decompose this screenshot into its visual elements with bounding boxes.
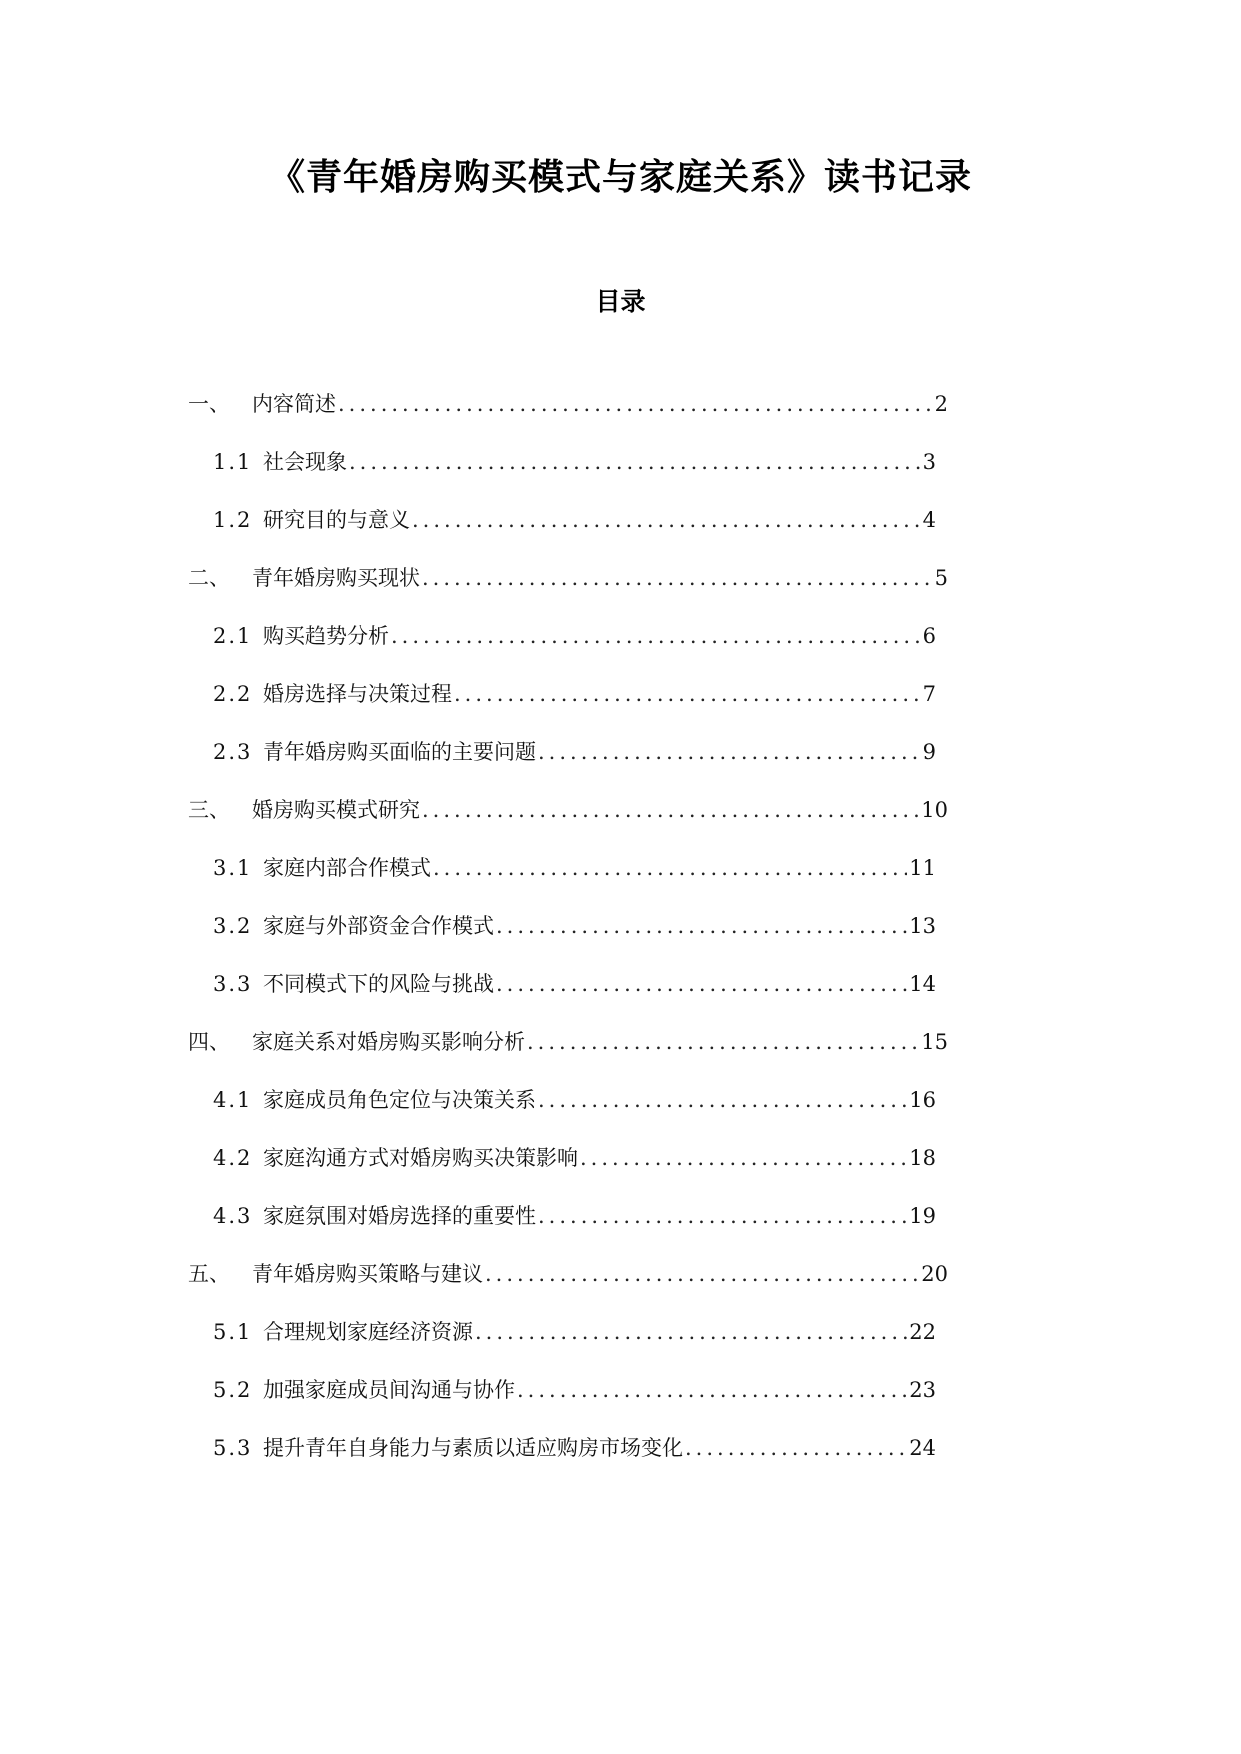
- toc-entry-text: 青年婚房购买面临的主要问题: [263, 740, 536, 764]
- toc-entry[interactable]: [213, 732, 936, 772]
- toc-entry-text: 内容简述: [252, 392, 336, 416]
- toc-dot-leader: [473, 1312, 907, 1352]
- toc-entry-page: 19: [909, 1204, 936, 1228]
- toc-entry-text: 青年婚房购买策略与建议: [252, 1262, 483, 1286]
- toc-entry-number: 1.1: [213, 450, 253, 474]
- toc-entry-page: 20: [921, 1262, 948, 1286]
- toc-dot-leader: [389, 616, 921, 656]
- toc-dot-leader: [483, 1254, 919, 1294]
- toc-entry-page: 3: [922, 450, 936, 474]
- toc-dot-leader: [578, 1138, 907, 1178]
- toc-entry-page: 23: [909, 1378, 936, 1402]
- toc-entry-page: 10: [921, 798, 948, 822]
- toc-dot-leader: [420, 790, 919, 830]
- toc-entry[interactable]: [213, 1138, 936, 1178]
- toc-entry-text: 加强家庭成员间沟通与协作: [263, 1378, 515, 1402]
- toc-entry-number: 二、: [188, 566, 230, 590]
- toc-entry[interactable]: [213, 1428, 936, 1468]
- toc-entry[interactable]: [213, 1080, 936, 1120]
- toc-entry-page: 22: [909, 1320, 936, 1344]
- toc-entry-number: 3.3: [213, 972, 253, 996]
- toc-dot-leader: [536, 732, 921, 772]
- toc-entry[interactable]: [188, 790, 948, 830]
- toc-entry-page: 5: [934, 566, 948, 590]
- toc-entry-page: 15: [921, 1030, 948, 1054]
- toc-dot-leader: [536, 1196, 907, 1236]
- toc-dot-leader: [536, 1080, 907, 1120]
- toc-entry-number: 一、: [188, 392, 230, 416]
- toc-dot-leader: [452, 674, 921, 714]
- toc-entry-number: 1.2: [213, 508, 253, 532]
- toc-entry-number: 5.3: [213, 1436, 253, 1460]
- toc-entry-number: 4.2: [213, 1146, 253, 1170]
- toc-entry-text: 研究目的与意义: [263, 508, 410, 532]
- toc-dot-leader: [494, 964, 907, 1004]
- toc-entry-number: 2.3: [213, 740, 253, 764]
- toc-entry-page: 18: [909, 1146, 936, 1170]
- toc-entry[interactable]: [188, 384, 948, 424]
- toc-entry-number: 4.3: [213, 1204, 253, 1228]
- toc-entry[interactable]: [213, 616, 936, 656]
- toc-entry-text: 家庭成员角色定位与决策关系: [263, 1088, 536, 1112]
- toc-dot-leader: [410, 500, 921, 540]
- toc-entry[interactable]: [213, 1196, 936, 1236]
- toc-entry-page: 11: [909, 856, 936, 880]
- toc-entry-text: 社会现象: [263, 450, 347, 474]
- toc-heading: 目录: [595, 287, 646, 316]
- toc-entry-text: 家庭关系对婚房购买影响分析: [252, 1030, 525, 1054]
- toc-entry-number: 5.1: [213, 1320, 253, 1344]
- toc-entry[interactable]: [213, 906, 936, 946]
- toc-dot-leader: [420, 558, 933, 598]
- toc-entry-text: 家庭内部合作模式: [263, 856, 431, 880]
- toc-entry-text: 提升青年自身能力与素质以适应购房市场变化: [263, 1436, 683, 1460]
- toc-entry-number: 4.1: [213, 1088, 253, 1112]
- toc-entry[interactable]: [213, 1312, 936, 1352]
- toc-entry-number: 四、: [188, 1030, 230, 1054]
- toc-entry-number: 2.2: [213, 682, 253, 706]
- toc-entry[interactable]: [213, 964, 936, 1004]
- toc-entry-page: 2: [934, 392, 948, 416]
- toc-entry-number: 3.2: [213, 914, 253, 938]
- toc-entry-page: 16: [909, 1088, 936, 1112]
- toc-entry-text: 婚房选择与决策过程: [263, 682, 452, 706]
- toc-entry[interactable]: [213, 674, 936, 714]
- toc-entry[interactable]: [188, 1022, 948, 1062]
- toc-entry-number: 5.2: [213, 1378, 253, 1402]
- toc-dot-leader: [525, 1022, 919, 1062]
- toc-entry-text: 不同模式下的风险与挑战: [263, 972, 494, 996]
- toc-entry-text: 合理规划家庭经济资源: [263, 1320, 473, 1344]
- toc-entry-text: 家庭与外部资金合作模式: [263, 914, 494, 938]
- toc-entry[interactable]: [188, 558, 948, 598]
- toc-dot-leader: [347, 442, 921, 482]
- toc-entry[interactable]: [213, 1370, 936, 1410]
- toc-entry[interactable]: [213, 442, 936, 482]
- toc-dot-leader: [336, 384, 933, 424]
- toc-entry-number: 2.1: [213, 624, 253, 648]
- toc-entry-page: 7: [922, 682, 936, 706]
- toc-entry-page: 6: [922, 624, 936, 648]
- toc-dot-leader: [515, 1370, 907, 1410]
- toc-entry-page: 13: [909, 914, 936, 938]
- toc-entry[interactable]: [188, 1254, 948, 1294]
- toc-entry-text: 家庭氛围对婚房选择的重要性: [263, 1204, 536, 1228]
- toc-entry-number: 3.1: [213, 856, 253, 880]
- toc-entry-page: 14: [909, 972, 936, 996]
- toc-dot-leader: [494, 906, 907, 946]
- toc-entry[interactable]: [213, 848, 936, 888]
- toc-entry-number: 三、: [188, 798, 230, 822]
- toc-entry-text: 婚房购买模式研究: [252, 798, 420, 822]
- toc-dot-leader: [683, 1428, 907, 1468]
- toc-entry-page: 9: [922, 740, 936, 764]
- toc-entry-page: 4: [922, 508, 936, 532]
- toc-dot-leader: [431, 848, 907, 888]
- toc-entry-text: 购买趋势分析: [263, 624, 389, 648]
- toc-entry[interactable]: [213, 500, 936, 540]
- toc-entry-text: 青年婚房购买现状: [252, 566, 420, 590]
- document-title: 《青年婚房购买模式与家庭关系》读书记录: [268, 157, 972, 198]
- toc-entry-number: 五、: [188, 1262, 230, 1286]
- toc-entry-text: 家庭沟通方式对婚房购买决策影响: [263, 1146, 578, 1170]
- toc-entry-page: 24: [909, 1436, 936, 1460]
